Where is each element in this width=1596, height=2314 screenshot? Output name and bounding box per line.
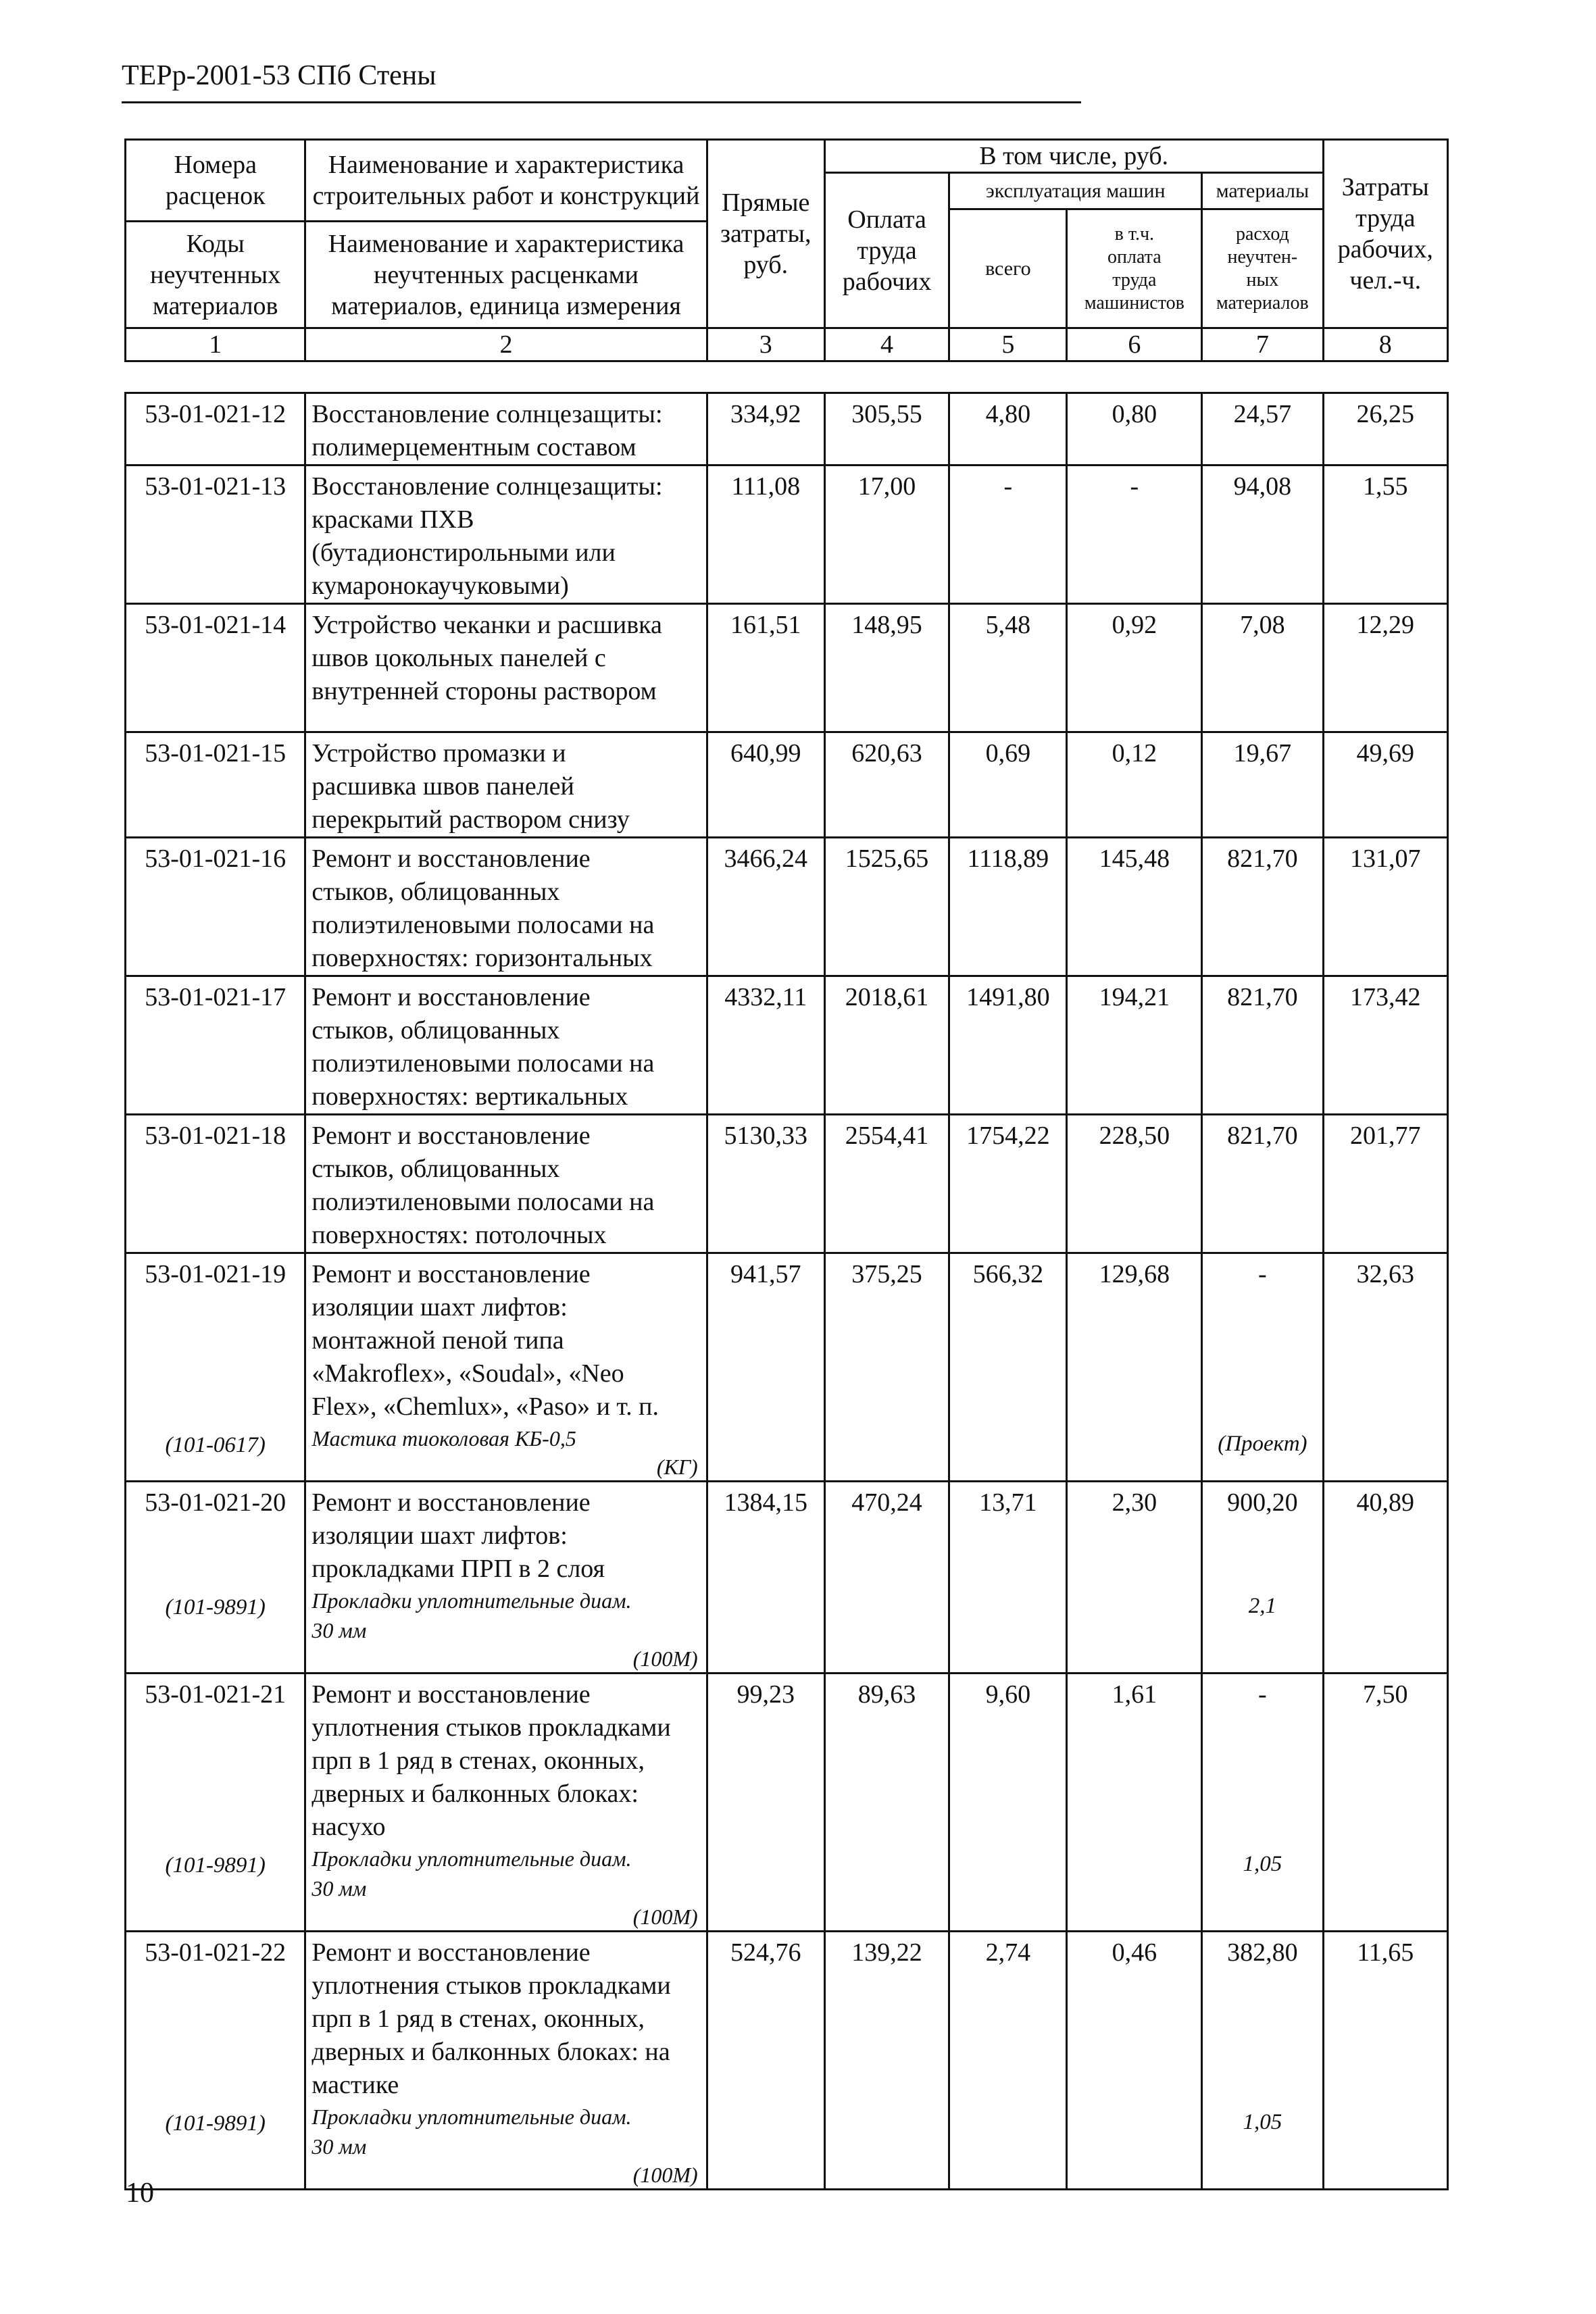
labor-hours-cell — [1323, 1932, 1447, 2190]
rates-table — [124, 392, 1449, 2190]
machines-total-cell — [949, 1674, 1067, 1932]
work-description-line: полимерцементным составом — [311, 433, 637, 461]
labor-hours-value: 32,63 — [1356, 1260, 1414, 1288]
header-text-line: рабочих, — [1337, 235, 1433, 263]
header-text-line: неучтенных — [150, 260, 281, 289]
header-text-line: руб. — [743, 251, 789, 279]
work-description-line: прп в 1 ряд в стенах, оконных, — [311, 2005, 645, 2033]
table-row — [126, 604, 1448, 732]
material-quantity: (Проект) — [1218, 1432, 1307, 1456]
header-text-line: неучтен- — [1227, 246, 1298, 268]
materials-value: 821,70 — [1227, 1122, 1298, 1150]
rate-code-cell — [126, 466, 305, 604]
header-col-machinist-wages — [1067, 209, 1202, 328]
header-col-name-top — [306, 141, 705, 220]
header-text-line: ных — [1246, 269, 1279, 291]
header-text-line: Наименование и характеристика — [328, 151, 684, 179]
labor-hours-cell — [1323, 1482, 1447, 1674]
work-description-line: (бутадионстирольными или — [311, 538, 616, 567]
material-code: (101-0617) — [165, 1433, 266, 1457]
rate-code: 53-01-021-12 — [145, 400, 286, 428]
wages-value: 2554,41 — [845, 1122, 929, 1150]
header-text-line: строительных работ и конструкций — [312, 182, 700, 210]
header-col-machines-total: всего — [949, 209, 1067, 328]
wages-value: 2018,61 — [845, 983, 929, 1011]
labor-hours-value: 173,42 — [1350, 983, 1421, 1011]
direct-costs-value: 4332,11 — [724, 983, 807, 1011]
work-description-line: поверхностях: горизонтальных — [311, 944, 653, 972]
column-number: 6 — [1067, 328, 1202, 361]
labor-hours-cell — [1323, 604, 1447, 732]
labor-hours-value: 49,69 — [1356, 739, 1414, 768]
work-description-line: полиэтиленовыми полосами на — [311, 911, 655, 939]
machinist-wages-value: 145,48 — [1099, 845, 1170, 873]
table-header — [124, 139, 1449, 362]
header-text-line: затраты, — [720, 220, 812, 248]
header-group-machines: эксплуатация машин — [949, 173, 1202, 209]
labor-hours-cell — [1323, 1674, 1447, 1932]
material-name-line: Прокладки уплотнительные диам. — [311, 1846, 632, 1871]
labor-hours-cell — [1323, 466, 1447, 604]
wages-cell — [824, 732, 949, 838]
machines-total-value: 2,74 — [985, 1938, 1031, 1967]
header-group-including: В том числе, руб. — [824, 140, 1323, 173]
header-text-line: материалов, единица измерения — [331, 291, 681, 320]
material-unit: (100М) — [632, 1905, 698, 1929]
table-row — [126, 1115, 1448, 1253]
table-row — [126, 466, 1448, 604]
column-number: 8 — [1323, 328, 1447, 361]
header-col-codes — [126, 140, 305, 328]
header-text-line: Оплата — [847, 205, 926, 234]
materials-value: - — [1258, 1680, 1267, 1709]
work-description-line: Ремонт и восстановление — [311, 1122, 591, 1150]
work-description-line: уплотнения стыков прокладками — [311, 1713, 671, 1742]
wages-value: 139,22 — [851, 1938, 922, 1967]
machines-total-value: 0,69 — [985, 739, 1031, 768]
wages-cell — [824, 466, 949, 604]
direct-costs-value: 161,51 — [730, 611, 801, 639]
rate-code-cell — [126, 1482, 305, 1674]
rate-code-cell — [126, 1932, 305, 2190]
header-col-codes-top — [126, 141, 304, 220]
rate-code: 53-01-021-18 — [145, 1122, 286, 1150]
machines-total-cell — [949, 393, 1067, 466]
work-description-line: дверных и балконных блоках: на — [311, 2038, 670, 2066]
work-description-line: прокладками ПРП в 2 слоя — [311, 1555, 605, 1583]
wages-value: 470,24 — [851, 1488, 922, 1517]
materials-cell — [1202, 976, 1323, 1115]
machines-total-cell — [949, 1482, 1067, 1674]
materials-value: 382,80 — [1227, 1938, 1298, 1967]
direct-costs-value: 524,76 — [730, 1938, 801, 1967]
title-divider — [122, 101, 1081, 103]
labor-hours-cell — [1323, 732, 1447, 838]
work-description-line: Устройство промазки и — [311, 739, 566, 768]
material-name-line: 30 мм — [311, 1876, 367, 1901]
material-name-line: 30 мм — [311, 2134, 367, 2159]
work-description-cell — [305, 1674, 707, 1932]
work-description-line: дверных и балконных блоках: — [311, 1780, 639, 1808]
work-description-line: Восстановление солнцезащиты: — [311, 400, 663, 428]
machines-total-value: 1118,89 — [967, 845, 1049, 873]
materials-cell — [1202, 466, 1323, 604]
column-number: 1 — [126, 328, 305, 361]
rate-code-cell — [126, 732, 305, 838]
materials-cell — [1202, 1253, 1323, 1482]
header-text-line: в т.ч. — [1114, 223, 1155, 245]
labor-hours-value: 26,25 — [1356, 400, 1414, 428]
machinist-wages-cell — [1067, 1253, 1202, 1482]
header-col-name-bottom — [306, 220, 705, 327]
work-description-line: Ремонт и восстановление — [311, 1260, 591, 1288]
machines-total-cell — [949, 976, 1067, 1115]
machinist-wages-value: 0,92 — [1112, 611, 1157, 639]
table-row — [126, 732, 1448, 838]
column-number: 2 — [305, 328, 707, 361]
material-unit: (100М) — [632, 1646, 698, 1671]
direct-costs-cell — [707, 1932, 824, 2190]
machines-total-value: 13,71 — [979, 1488, 1037, 1517]
work-description-line: уплотнения стыков прокладками — [311, 1971, 671, 2000]
rate-code-cell — [126, 393, 305, 466]
direct-costs-value: 1384,15 — [724, 1488, 807, 1517]
machinist-wages-cell — [1067, 604, 1202, 732]
work-description-line: расшивка швов панелей — [311, 772, 574, 801]
machinist-wages-value: - — [1130, 472, 1139, 501]
work-description-line: красками ПХВ — [311, 505, 474, 534]
machinist-wages-cell — [1067, 1674, 1202, 1932]
rate-code: 53-01-021-13 — [145, 472, 286, 501]
header-text-line: рабочих — [842, 267, 932, 296]
header-text-line: труда — [857, 236, 917, 265]
work-description-cell — [305, 1253, 707, 1482]
header-text-line: неучтенных расценками — [374, 260, 639, 289]
work-description-line: швов цокольных панелей с — [311, 644, 606, 672]
labor-hours-value: 11,65 — [1357, 1938, 1414, 1967]
wages-value: 1525,65 — [845, 845, 929, 873]
machinist-wages-cell — [1067, 393, 1202, 466]
labor-hours-value: 131,07 — [1350, 845, 1421, 873]
work-description-line: поверхностях: потолочных — [311, 1221, 607, 1249]
work-description-cell — [305, 1932, 707, 2190]
machinist-wages-value: 0,12 — [1112, 739, 1157, 768]
rate-code: 53-01-021-21 — [145, 1680, 286, 1709]
direct-costs-value: 111,08 — [731, 472, 801, 501]
header-col-name — [305, 140, 707, 328]
header-text-line: чел.-ч. — [1349, 266, 1422, 295]
table-row — [126, 393, 1448, 466]
work-description-line: Ремонт и восстановление — [311, 1938, 591, 1967]
machinist-wages-cell — [1067, 976, 1202, 1115]
materials-cell — [1202, 604, 1323, 732]
materials-cell — [1202, 838, 1323, 976]
direct-costs-cell — [707, 466, 824, 604]
machinist-wages-value: 1,61 — [1112, 1680, 1157, 1709]
table-row — [126, 1674, 1448, 1932]
rate-code: 53-01-021-15 — [145, 739, 286, 768]
work-description-cell — [305, 1115, 707, 1253]
labor-hours-cell — [1323, 838, 1447, 976]
work-description-line: Ремонт и восстановление — [311, 1488, 591, 1517]
material-name-line: Мастика тиоколовая КБ-0,5 — [311, 1426, 576, 1451]
wages-cell — [824, 1482, 949, 1674]
materials-value: 900,20 — [1227, 1488, 1298, 1517]
work-description-line: Восстановление солнцезащиты: — [311, 472, 663, 501]
rate-code-cell — [126, 1253, 305, 1482]
direct-costs-value: 334,92 — [730, 400, 801, 428]
header-column-numbers — [126, 328, 1448, 361]
machinist-wages-value: 194,21 — [1099, 983, 1170, 1011]
direct-costs-cell — [707, 393, 824, 466]
machinist-wages-value: 129,68 — [1099, 1260, 1170, 1288]
work-description-line: прп в 1 ряд в стенах, оконных, — [311, 1746, 645, 1775]
direct-costs-value: 5130,33 — [724, 1122, 807, 1150]
labor-hours-cell — [1323, 1253, 1447, 1482]
wages-value: 17,00 — [857, 472, 916, 501]
materials-value: 821,70 — [1227, 845, 1298, 873]
materials-cell — [1202, 1115, 1323, 1253]
header-text-line: Прямые — [722, 188, 810, 217]
work-description-cell — [305, 732, 707, 838]
work-description-line: изоляции шахт лифтов: — [311, 1293, 568, 1322]
machinist-wages-cell — [1067, 466, 1202, 604]
direct-costs-cell — [707, 732, 824, 838]
work-description-line: стыков, облицованных — [311, 1155, 560, 1183]
wages-cell — [824, 393, 949, 466]
column-number: 7 — [1202, 328, 1323, 361]
wages-cell — [824, 1932, 949, 2190]
direct-costs-cell — [707, 1115, 824, 1253]
wages-value: 620,63 — [851, 739, 922, 768]
labor-hours-cell — [1323, 393, 1447, 466]
materials-value: 94,08 — [1233, 472, 1292, 501]
labor-hours-value: 7,50 — [1363, 1680, 1408, 1709]
work-description-cell — [305, 976, 707, 1115]
machinist-wages-cell — [1067, 1115, 1202, 1253]
rate-code-cell — [126, 1115, 305, 1253]
material-quantity: 1,05 — [1243, 2110, 1282, 2134]
labor-hours-cell — [1323, 976, 1447, 1115]
wages-cell — [824, 1253, 949, 1482]
machines-total-value: 1754,22 — [966, 1122, 1050, 1150]
materials-cell — [1202, 393, 1323, 466]
header-col-labor-hours — [1323, 140, 1447, 328]
work-description-cell — [305, 1482, 707, 1674]
column-number: 4 — [824, 328, 949, 361]
machines-total-value: 566,32 — [972, 1260, 1044, 1288]
table-row — [126, 976, 1448, 1115]
direct-costs-cell — [707, 976, 824, 1115]
machinist-wages-value: 228,50 — [1099, 1122, 1170, 1150]
rate-code: 53-01-021-22 — [145, 1938, 286, 1967]
rate-code: 53-01-021-14 — [145, 611, 286, 639]
machinist-wages-cell — [1067, 1482, 1202, 1674]
work-description-line: полиэтиленовыми полосами на — [311, 1188, 655, 1216]
machines-total-value: - — [1003, 472, 1013, 501]
work-description-line: изоляции шахт лифтов: — [311, 1521, 568, 1550]
header-text-line: Затраты — [1341, 173, 1429, 201]
machines-total-value: 4,80 — [985, 400, 1031, 428]
rate-code-cell — [126, 976, 305, 1115]
table-row — [126, 1253, 1448, 1482]
material-code: (101-9891) — [165, 1853, 266, 1878]
materials-value: - — [1258, 1260, 1267, 1288]
material-quantity: 1,05 — [1243, 1852, 1282, 1876]
work-description-line: стыков, облицованных — [311, 1016, 560, 1045]
work-description-line: Ремонт и восстановление — [311, 845, 591, 873]
labor-hours-value: 12,29 — [1356, 611, 1414, 639]
header-text-line: Коды — [186, 229, 245, 258]
header-text-line: машинистов — [1084, 292, 1184, 313]
materials-value: 24,57 — [1233, 400, 1292, 428]
machines-total-cell — [949, 732, 1067, 838]
rate-code: 53-01-021-17 — [145, 983, 286, 1011]
direct-costs-value: 3466,24 — [724, 845, 807, 873]
header-text-line: оплата — [1107, 246, 1162, 268]
work-description-cell — [305, 604, 707, 732]
materials-value: 19,67 — [1233, 739, 1292, 768]
table-row — [126, 1932, 1448, 2190]
material-name-line: Прокладки уплотнительные диам. — [311, 1588, 632, 1613]
column-number: 5 — [949, 328, 1067, 361]
wages-cell — [824, 604, 949, 732]
work-description-line: Ремонт и восстановление — [311, 1680, 591, 1709]
work-description-cell — [305, 393, 707, 466]
header-text-line: материалов — [1216, 292, 1309, 313]
work-description-cell — [305, 838, 707, 976]
header-col-material-usage — [1202, 209, 1323, 328]
material-unit: (КГ) — [656, 1455, 698, 1479]
machines-total-cell — [949, 1115, 1067, 1253]
materials-cell — [1202, 1674, 1323, 1932]
direct-costs-value: 640,99 — [730, 739, 801, 768]
labor-hours-value: 1,55 — [1363, 472, 1408, 501]
machinist-wages-cell — [1067, 732, 1202, 838]
machines-total-value: 1491,80 — [966, 983, 1050, 1011]
rate-code: 53-01-021-16 — [145, 845, 286, 873]
page-number: 10 — [126, 2178, 154, 2209]
machines-total-cell — [949, 466, 1067, 604]
header-col-codes-bottom — [126, 220, 304, 327]
page-title: ТЕРр-2001-53 СПб Стены — [122, 60, 437, 91]
material-unit: (100М) — [632, 2163, 698, 2187]
direct-costs-cell — [707, 1253, 824, 1482]
wages-cell — [824, 1674, 949, 1932]
direct-costs-value: 99,23 — [737, 1680, 795, 1709]
rate-code-cell — [126, 604, 305, 732]
header-text-line: Наименование и характеристика — [328, 229, 684, 258]
work-description-line: полиэтиленовыми полосами на — [311, 1049, 655, 1078]
machines-total-cell — [949, 1253, 1067, 1482]
work-description-line: Flex», «Chemlux», «Paso» и т. п. — [311, 1392, 659, 1421]
work-description-line: монтажной пеной типа — [311, 1326, 564, 1355]
work-description-line: стыков, облицованных — [311, 878, 560, 906]
materials-value: 7,08 — [1240, 611, 1285, 639]
machines-total-cell — [949, 604, 1067, 732]
work-description-line: перекрытий раствором снизу — [311, 805, 630, 834]
direct-costs-value: 941,57 — [730, 1260, 801, 1288]
material-code: (101-9891) — [165, 1595, 266, 1619]
work-description-line: Устройство чеканки и расшивка — [311, 611, 662, 639]
machinist-wages-cell — [1067, 838, 1202, 976]
header-col-wages — [824, 173, 949, 328]
machines-total-value: 5,48 — [985, 611, 1031, 639]
material-name-line: Прокладки уплотнительные диам. — [311, 2105, 632, 2129]
work-description-line: поверхностях: вертикальных — [311, 1082, 628, 1111]
header-text-line: расход — [1235, 223, 1289, 245]
machines-total-cell — [949, 838, 1067, 976]
table-row — [126, 838, 1448, 976]
work-description-line: мастике — [311, 2071, 399, 2099]
header-text-line: расценок — [165, 182, 266, 210]
direct-costs-cell — [707, 838, 824, 976]
materials-cell — [1202, 732, 1323, 838]
labor-hours-value: 40,89 — [1356, 1488, 1414, 1517]
machinist-wages-value: 0,80 — [1112, 400, 1157, 428]
material-name-line: 30 мм — [311, 1618, 367, 1642]
header-group-materials: материалы — [1202, 173, 1323, 209]
wages-value: 375,25 — [851, 1260, 922, 1288]
direct-costs-cell — [707, 604, 824, 732]
material-code: (101-9891) — [165, 2111, 266, 2136]
work-description-line: «Makroflex», «Soudal», «Neo — [311, 1359, 624, 1388]
labor-hours-cell — [1323, 1115, 1447, 1253]
wages-value: 305,55 — [851, 400, 922, 428]
materials-cell — [1202, 1932, 1323, 2190]
wages-cell — [824, 976, 949, 1115]
header-text-line: труда — [1355, 204, 1416, 232]
machinist-wages-cell — [1067, 1932, 1202, 2190]
wages-cell — [824, 1115, 949, 1253]
rate-code: 53-01-021-20 — [145, 1488, 286, 1517]
wages-value: 148,95 — [851, 611, 922, 639]
direct-costs-cell — [707, 1674, 824, 1932]
work-description-line: кумаронокаучуковыми) — [311, 572, 569, 600]
header-text-line: труда — [1112, 269, 1157, 291]
work-description-cell — [305, 466, 707, 604]
machinist-wages-value: 0,46 — [1112, 1938, 1157, 1967]
rate-code: 53-01-021-19 — [145, 1260, 286, 1288]
machines-total-cell — [949, 1932, 1067, 2190]
rate-code-cell — [126, 1674, 305, 1932]
table-row — [126, 1482, 1448, 1674]
header-text-line: материалов — [152, 291, 278, 320]
header-text-line: Номера — [174, 151, 257, 179]
wages-value: 89,63 — [857, 1680, 916, 1709]
machinist-wages-value: 2,30 — [1112, 1488, 1157, 1517]
direct-costs-cell — [707, 1482, 824, 1674]
material-quantity: 2,1 — [1248, 1594, 1276, 1618]
labor-hours-value: 201,77 — [1350, 1122, 1421, 1150]
work-description-line: насухо — [311, 1813, 386, 1841]
materials-value: 821,70 — [1227, 983, 1298, 1011]
wages-cell — [824, 838, 949, 976]
header-col-direct-costs — [707, 140, 824, 328]
materials-cell — [1202, 1482, 1323, 1674]
rate-code-cell — [126, 838, 305, 976]
work-description-line: внутренней стороны раствором — [311, 677, 657, 705]
machines-total-value: 9,60 — [985, 1680, 1031, 1709]
work-description-line: Ремонт и восстановление — [311, 983, 591, 1011]
column-number: 3 — [707, 328, 824, 361]
